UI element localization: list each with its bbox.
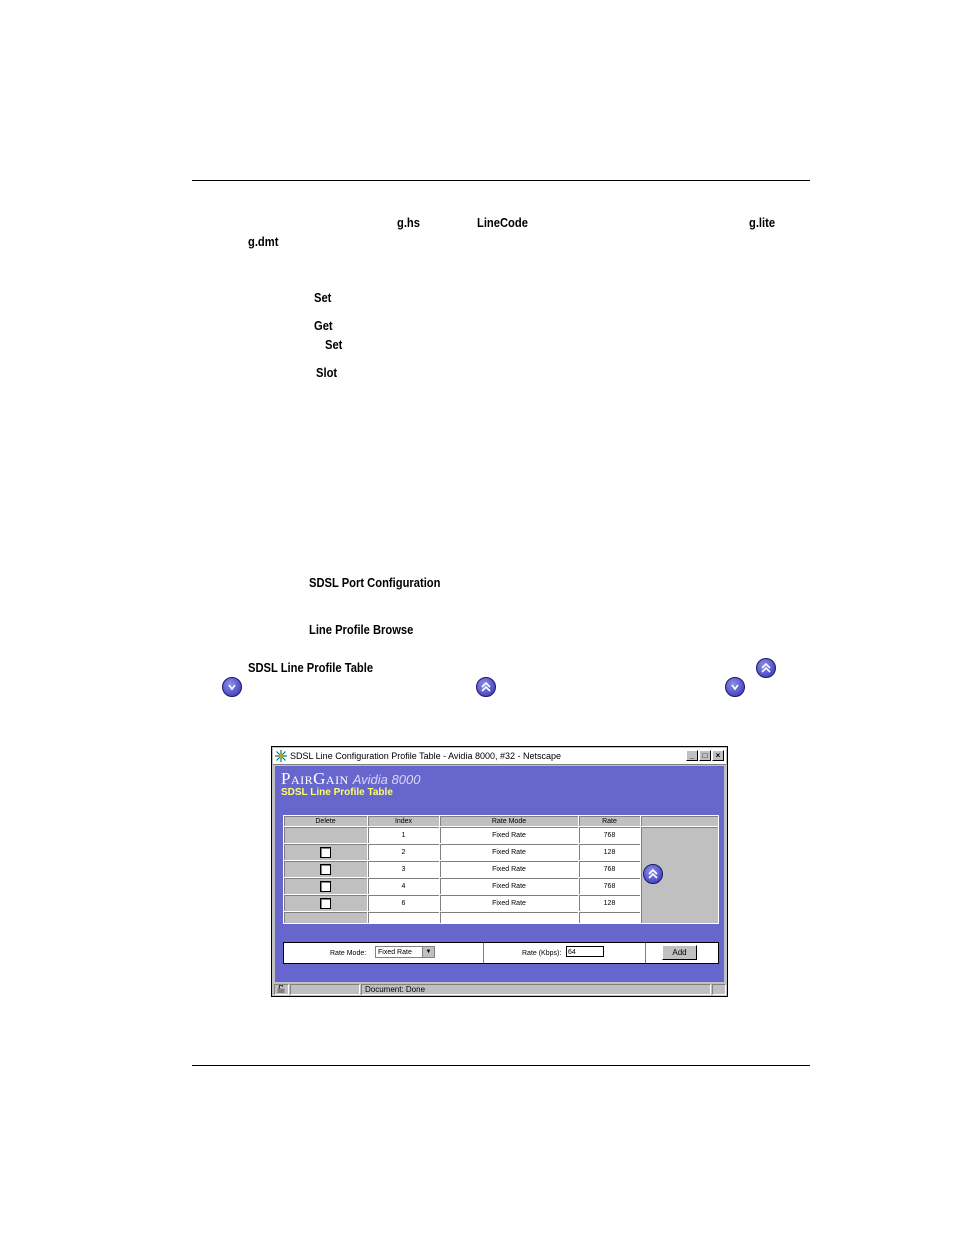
window-title: SDSL Line Configuration Profile Table - Avidia 8000, #32 - Netscape bbox=[290, 751, 562, 761]
keyword-sdsl-line-profile-table: SDSL Line Profile Table bbox=[248, 660, 374, 675]
form-divider bbox=[645, 943, 646, 963]
column-header: Delete bbox=[284, 816, 368, 827]
keyword-g-lite: g.lite bbox=[749, 215, 776, 230]
delete-cell bbox=[284, 912, 368, 924]
rate-mode-cell: Fixed Rate bbox=[440, 827, 579, 844]
scroll-down-icon bbox=[725, 677, 745, 697]
scroll-down-icon bbox=[222, 677, 242, 697]
rate-mode-cell: Fixed Rate bbox=[440, 861, 579, 878]
footer-rule bbox=[192, 1065, 810, 1066]
status-text: Document: Done bbox=[361, 984, 711, 995]
rate-cell bbox=[579, 912, 641, 924]
resize-grip[interactable] bbox=[712, 984, 726, 995]
page-content bbox=[275, 766, 724, 982]
rate-mode-cell: Fixed Rate bbox=[440, 844, 579, 861]
status-bar bbox=[273, 983, 726, 996]
pairgain-logo bbox=[281, 769, 420, 789]
page-subtitle: SDSL Line Profile Table bbox=[281, 787, 393, 798]
maximize-button[interactable]: □ bbox=[699, 750, 711, 761]
brand-logo: PairGain bbox=[281, 769, 349, 788]
delete-cell bbox=[284, 861, 368, 878]
form-divider bbox=[483, 943, 484, 963]
header-rule bbox=[192, 180, 810, 181]
delete-checkbox[interactable] bbox=[320, 881, 331, 892]
product-name: Avidia 8000 bbox=[352, 772, 421, 787]
index-cell: 4 bbox=[368, 878, 440, 895]
rate-cell: 128 bbox=[579, 844, 641, 861]
add-button[interactable]: Add bbox=[662, 945, 697, 960]
keyword-set-2: Set bbox=[325, 337, 343, 352]
delete-cell bbox=[284, 878, 368, 895]
rate-cell: 128 bbox=[579, 895, 641, 912]
rate-mode-cell: Fixed Rate bbox=[440, 895, 579, 912]
minimize-button[interactable]: _ bbox=[686, 750, 698, 761]
index-cell: 1 bbox=[368, 827, 440, 844]
delete-checkbox[interactable] bbox=[320, 864, 331, 875]
window-titlebar bbox=[273, 748, 726, 765]
browser-window bbox=[271, 746, 728, 997]
keyword-g-dmt: g.dmt bbox=[248, 234, 279, 249]
rate-mode-cell bbox=[440, 912, 579, 924]
delete-cell bbox=[284, 844, 368, 861]
keyword-get: Get bbox=[314, 318, 333, 333]
keyword-set: Set bbox=[314, 290, 332, 305]
column-header: Index bbox=[368, 816, 440, 827]
delete-cell bbox=[284, 895, 368, 912]
delete-checkbox[interactable] bbox=[320, 847, 331, 858]
rate-input[interactable]: 64 bbox=[566, 946, 604, 957]
rate-mode-label: Rate Mode: bbox=[330, 950, 367, 957]
rate-cell: 768 bbox=[579, 827, 641, 844]
rate-mode-select[interactable] bbox=[375, 946, 435, 958]
scroll-up-icon bbox=[476, 677, 496, 697]
scroll-up-icon bbox=[756, 658, 776, 678]
security-icon[interactable] bbox=[274, 984, 289, 995]
keyword-sdsl-port-configuration: SDSL Port Configuration bbox=[309, 575, 441, 590]
close-button[interactable]: × bbox=[712, 750, 724, 761]
profile-table bbox=[283, 815, 719, 924]
rate-label: Rate (Kbps): bbox=[522, 950, 562, 957]
progress-segment bbox=[290, 984, 360, 995]
index-cell bbox=[368, 912, 440, 924]
keyword-linecode: LineCode bbox=[477, 215, 528, 230]
chevron-down-icon[interactable]: ▼ bbox=[422, 947, 434, 957]
rate-mode-selected: Fixed Rate bbox=[378, 949, 412, 956]
delete-cell bbox=[284, 827, 368, 844]
add-profile-form bbox=[283, 942, 719, 964]
side-header bbox=[641, 816, 719, 827]
rate-mode-cell: Fixed Rate bbox=[440, 878, 579, 895]
keyword-slot: Slot bbox=[316, 365, 338, 380]
keyword-line-profile-browse: Line Profile Browse bbox=[309, 622, 414, 637]
table-row bbox=[284, 827, 719, 844]
rate-cell: 768 bbox=[579, 861, 641, 878]
rate-cell: 768 bbox=[579, 878, 641, 895]
netscape-icon bbox=[275, 750, 287, 762]
index-cell: 6 bbox=[368, 895, 440, 912]
column-header: Rate bbox=[579, 816, 641, 827]
table-nav-cell bbox=[641, 827, 719, 924]
index-cell: 3 bbox=[368, 861, 440, 878]
keyword-g-hs: g.hs bbox=[397, 215, 420, 230]
delete-checkbox[interactable] bbox=[320, 898, 331, 909]
column-header: Rate Mode bbox=[440, 816, 579, 827]
table-header-row bbox=[284, 816, 719, 827]
scroll-up-icon[interactable] bbox=[643, 864, 663, 884]
index-cell: 2 bbox=[368, 844, 440, 861]
